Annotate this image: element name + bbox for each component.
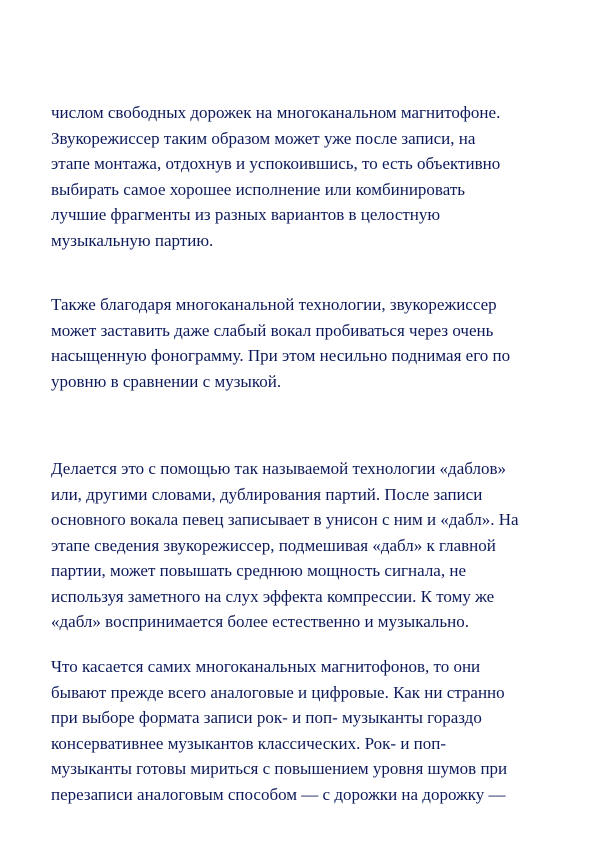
text-line: выбирать самое хорошее исполнение или комбинировать [51,179,466,199]
text-line: Делается это с помощью так называемой технологии «даблов» [51,459,506,478]
paragraph [51,654,571,807]
text-line: или, другими словами, дублирования партий. После записи [51,484,483,504]
paragraph [51,456,571,635]
text-line: насыщенную фонограмму. При этом несильно поднимая его по [51,346,511,365]
text-line: при выборе формата записи рок- и поп- музыканты гораздо [51,708,482,727]
text-line: может заставить даже слабый вокал пробиваться через очень [51,320,494,340]
text-line: «дабл» воспринимается более естественно и музыкально. [51,612,469,631]
text-line: используя заметного на слух эффекта компрессии. К тому же [51,586,495,606]
text-line: числом свободных дорожек на многоканальном магнитофоне. [51,103,501,122]
text-line: основного вокала певец записывает в унисон с ним и «дабл». На [51,510,519,529]
text-line: перезаписи аналоговым способом — с дорожки на дорожку — [51,784,506,804]
text-line: Звукорежиссер таким образом может уже после записи, на [51,128,476,148]
text-line: музыканты готовы мириться с повышением уровня шумов при [51,759,508,778]
text-line: Что касается самих многоканальных магнитофонов, то они [51,657,481,676]
paragraph [51,292,571,394]
text-line: консервативнее музыкантов классических. Рок- и поп- [51,733,447,753]
text-line: бывают прежде всего аналоговые и цифровые. Как ни странно [51,682,505,702]
text-line: партии, может повышать среднюю мощность сигнала, не [51,561,466,580]
text-line: этапе сведения звукорежиссер, подмешивая «дабл» к главной [51,535,496,555]
text-line: уровню в сравнении с музыкой. [51,371,282,391]
text-line: Также благодаря многоканальной технологии, звукорежиссер [51,295,497,314]
text-line: лучшие фрагменты из разных вариантов в целостную [51,205,441,224]
text-line: этапе монтажа, отдохнув и успокоившись, то есть объективно [51,154,501,173]
paragraph [51,100,571,253]
text-line: музыкальную партию. [51,230,214,250]
